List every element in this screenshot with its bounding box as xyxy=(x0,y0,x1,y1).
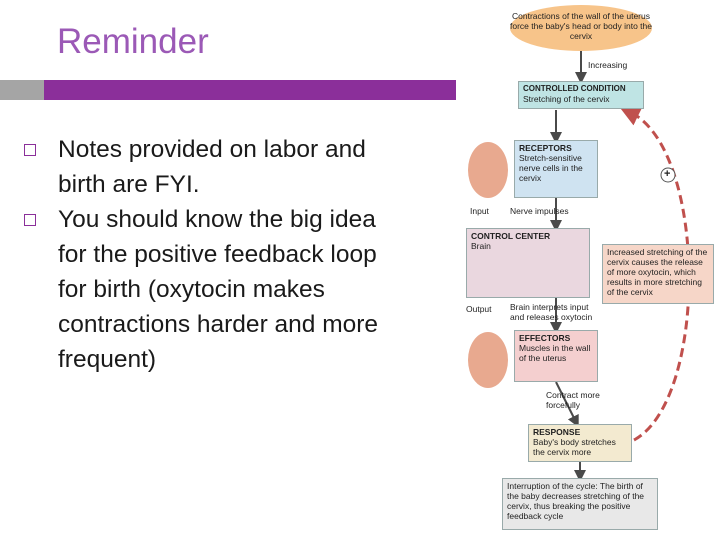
bullet-item xyxy=(22,132,382,202)
bullet-list xyxy=(22,132,382,377)
controlled-condition-box xyxy=(518,81,644,109)
effectors-title: EFFECTORS xyxy=(519,333,571,343)
input-label: Input xyxy=(470,206,489,216)
response-title: RESPONSE xyxy=(533,427,581,437)
stimulus-oval: Contractions of the wall of the uterus force the baby's head or body into the cervix xyxy=(510,5,652,51)
control-center-text: Brain xyxy=(471,241,491,251)
response-text: Baby's body stretches the cervix more xyxy=(533,437,616,457)
effectors-text: Muscles in the wall of the uterus xyxy=(519,343,591,363)
output-label: Output xyxy=(466,304,492,314)
bullet-text: You should know the big idea for the positive feedback loop for birth (oxytocin makes contractions harder and more frequent) xyxy=(58,206,379,373)
plus-sign: + xyxy=(664,168,671,180)
checkbox-bullet-icon xyxy=(24,214,36,226)
control-center-box xyxy=(466,228,590,298)
effectors-box xyxy=(514,330,598,382)
bullet-item xyxy=(22,202,382,377)
controlled-condition-title: CONTROLLED CONDITION xyxy=(523,84,626,93)
uterus-image-1 xyxy=(468,142,508,198)
side-note-box: Increased stretching of the cervix causes the release of more oxytocin, which results in more stretching of the cervix xyxy=(602,244,714,304)
checkbox-bullet-icon xyxy=(24,144,36,156)
feedback-loop-diagram xyxy=(458,0,720,540)
contract-label: Contract more forcefully xyxy=(546,390,600,410)
receptors-box xyxy=(514,140,598,198)
interruption-box: Interruption of the cycle: The birth of the baby decreases stretching of the cervix, thus breaking the positive feedback cycle xyxy=(502,478,658,530)
control-center-title: CONTROL CENTER xyxy=(471,231,551,241)
increasing-label: Increasing xyxy=(588,60,628,70)
bullet-text: Notes provided on labor and birth are FYI. xyxy=(58,136,366,198)
uterus-image-2 xyxy=(468,332,508,388)
title-divider-gray xyxy=(0,80,44,100)
brain-output-label: Brain interprets input and releases oxytocin xyxy=(510,302,593,322)
controlled-condition-text: Stretching of the cervix xyxy=(523,94,610,104)
nerve-impulses-label: Nerve impulses xyxy=(510,206,569,216)
response-box xyxy=(528,424,632,462)
receptors-title: RECEPTORS xyxy=(519,143,572,153)
slide-title: Reminder xyxy=(57,22,209,61)
receptors-text: Stretch-sensitive nerve cells in the cervix xyxy=(519,153,583,183)
title-divider-purple xyxy=(44,80,456,100)
